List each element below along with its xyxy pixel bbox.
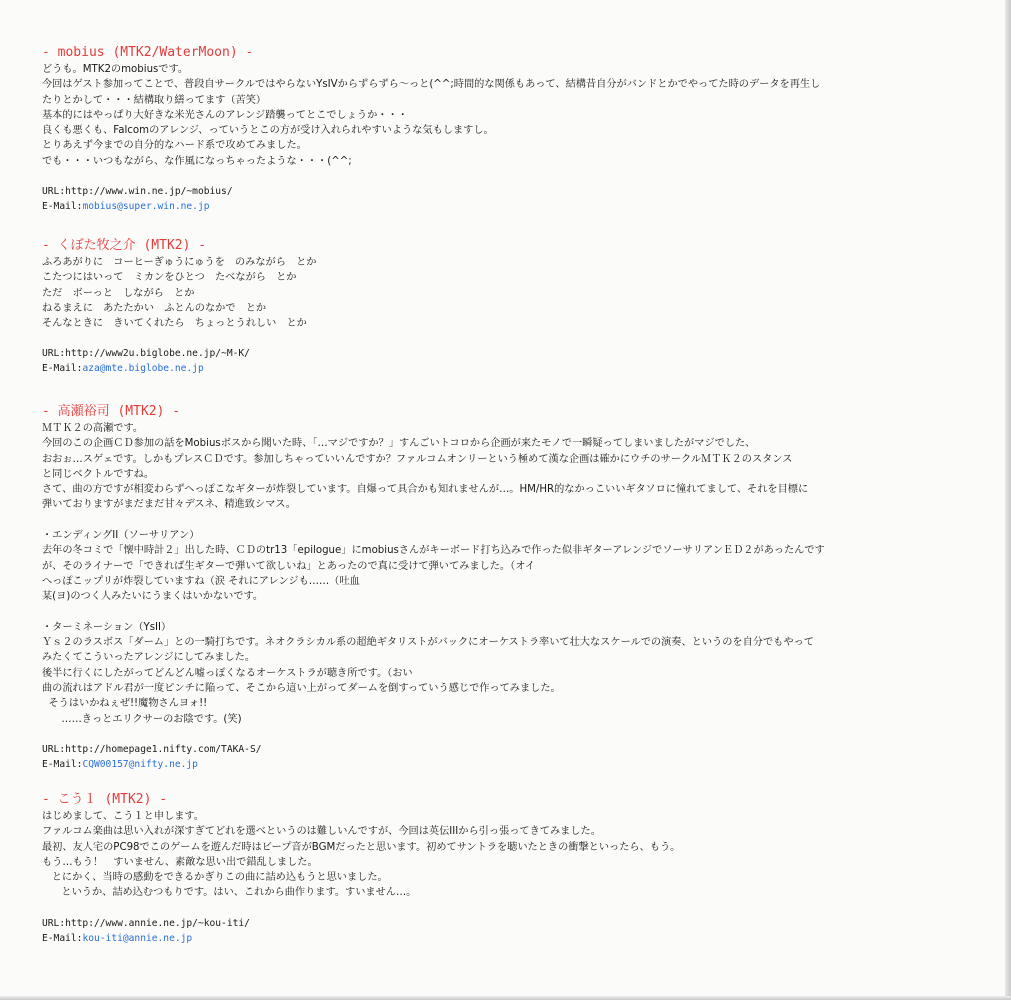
email-link[interactable]: aza@mte.biglobe.ne.jp [82,363,204,375]
email-label: E-Mail: [42,363,83,375]
email-line [42,199,942,214]
body-line: みたくてこういったアレンジにしてみました。 [42,652,256,664]
profile-heading: - mobius (MTK2/WaterMoon) - [42,45,254,60]
email-line [42,361,942,376]
body-line: というか、詰め込むつもりです。はい、これから曲作ります。すいません…。 [42,887,417,899]
body-line: 基本的にはやっぱり大好きな米光さんのアレンジ踏襲ってとこでしょうか・・・ [42,109,408,121]
body-line: でも・・・いつもながら、な作風になっちゃったような・・・(^^; [42,155,352,167]
url-link[interactable]: http://homepage1.nifty.com/TAKA-S/ [65,743,262,755]
url-line [42,742,942,757]
body-line: Ｙｓ２のラスボス「ダーム」との一騎打ちです。ネオクラシカル系の超絶ギタリストがバックにオーケストラ率いて壮大なスケールでの演奏、というのを自分でもやって [42,637,814,649]
body-line: とりあえず今までの自分的なハード系で攻めてみました。 [42,140,307,152]
track-title: ・エンディングII（ソーサリアン） [42,530,200,542]
body-line: 曲の流れはアドル君が一度ピンチに陥って、そこから這い上がってダームを倒すっていう感じで作ってみました。 [42,683,561,695]
profile-heading: - こう１ (MTK2) - [42,792,168,807]
email-link[interactable]: CQW00157@nifty.ne.jp [82,758,198,770]
email-link[interactable]: mobius@super.win.ne.jp [82,201,210,213]
email-line [42,931,942,946]
email-label: E-Mail: [42,932,83,944]
contact-block [42,916,942,946]
body-line: 弾いておりますがまだまだ甘々デスネ、精進致シマス。 [42,499,296,511]
url-link[interactable]: http://www.win.ne.jp/~mobius/ [65,186,233,198]
url-line [42,346,942,361]
email-line [42,757,942,772]
profile-section-kubota [42,237,942,376]
body-line: はじめまして、こう１と申します。 [42,811,204,822]
body-line: とにかく、当時の感動をできるかぎりこの曲に詰め込もうと思いました。 [42,872,388,884]
page-edge-right [1005,0,1011,1000]
email-label: E-Mail: [42,201,83,213]
body-line: ＭＴＫ２の高瀬です。 [42,423,144,434]
body-line [42,605,942,620]
body-line: さて、曲の方ですが相変わらずへっぽこなギターが炸裂しています。自爆って具合かも知れませんが…。HM/HR的なかっこいいギタソロに憧れてまして、それを目標に [42,484,809,496]
page-edge-bottom [0,996,1011,1000]
profile-body [42,62,942,169]
body-line: ねるまえに あたたかい ふとんのなかで とか [42,302,267,314]
profile-body [42,421,942,727]
url-label: URL: [42,917,66,929]
body-line: へっぽこップリが炸裂していますね（涙 それにアレンジも……（吐血 [42,575,360,587]
body-line: 最初、友人宅のPC98でこのゲームを遊んだ時はビープ音がBGMだったと思います。初めてサントラを聴いたときの衝撃といったら、もう。 [42,841,681,853]
profile-heading: - くぼた牧之介 (MTK2) - [42,238,207,253]
body-line: こたつにはいって ミカンをひとつ たべながら とか [42,272,297,284]
body-line: 今回のこの企画ＣＤ参加の話をMobiusボスから聞いた時、「…マジですか？」すんごいトコロから企画が来たモノで一瞬疑ってしまいましたがマジでした、 [42,438,756,450]
url-label: URL: [42,743,66,755]
profile-section-mobius [42,44,942,214]
email-label: E-Mail: [42,758,83,770]
body-line: そうはいかねぇぜ!!魔物さんヨォ!! [42,698,208,710]
body-line: 良くも悪くも、Falcomのアレンジ、っていうとこの方が受け入れられやすいような気もしますし。 [42,125,494,137]
contact-block [42,184,942,214]
body-line: 今回はゲスト参加ってことで、普段自サークルではやらないYsIVからずらずら～っと(^^;時間的な関係もあって、結構昔自分がバンドとかでやってた時のデータを再生し [42,79,821,91]
body-line: 後半に行くにしたがってどんどん嘘っぽくなるオーケストラが聴き所です。（おい [42,667,413,679]
body-line: ……きっとエリクサーのお陰です。(笑) [42,713,242,725]
profile-section-kou1 [42,791,942,946]
track-title: ・ターミネーション（YsII） [42,621,172,633]
url-label: URL: [42,348,66,360]
body-line: たりとかして・・・結構取り繕ってます（苦笑） [42,94,267,106]
profile-body [42,255,942,331]
contact-block [42,742,942,772]
body-line: ふろあがりに コーヒーぎゅうにゅうを のみながら とか [42,257,317,268]
profile-section-takase [42,403,942,772]
contact-block [42,346,942,376]
url-link[interactable]: http://www2u.biglobe.ne.jp/~M-K/ [65,348,250,360]
profile-heading: - 高瀬裕司 (MTK2) - [42,404,181,419]
body-line: ただ ボーっと しながら とか [42,287,195,299]
url-link[interactable]: http://www.annie.ne.jp/~kou-iti/ [65,917,250,929]
body-line: が、そのライナーで「できれば生ギターで弾いて欲しいね」とあったので真に受けて弾いてみました。（オイ [42,560,536,572]
url-line [42,916,942,931]
url-label: URL: [42,186,66,198]
body-line: もう…もう！ すいません、素敵な思い出で錯乱しました。 [42,856,318,868]
body-line: と同じベクトルですね。 [42,468,155,480]
body-line: どうも。MTK2のmobiusです。 [42,64,189,75]
url-line [42,184,942,199]
body-line: そんなときに きいてくれたら ちょっとうれしい とか [42,318,307,330]
body-line: 去年の冬コミで「懐中時計２」出した時、ＣＤのtr13「epilogue」にmobiusさんがキーボード打ち込みで作った似非ギターアレンジでソーサリアンＥＤ２があったんです [42,545,825,557]
body-line [42,513,942,528]
email-link[interactable]: kou-iti@annie.ne.jp [82,932,193,944]
profile-body [42,809,942,901]
body-line: おおぉ…スゲェです。しかもプレスＣＤです。参加しちゃっていいんですか？ファルコムオンリーという極めて漢な企画は確かにウチのサークルＭＴＫ２のスタンス [42,453,793,465]
body-line: 某(ヨ)のつく人みたいにうまくはいかないです。 [42,591,264,603]
body-line: ファルコム楽曲は思い入れが深すぎてどれを選べというのは難しいんですが、今回は英伝IIIから引っ張ってきてみました。 [42,826,601,838]
